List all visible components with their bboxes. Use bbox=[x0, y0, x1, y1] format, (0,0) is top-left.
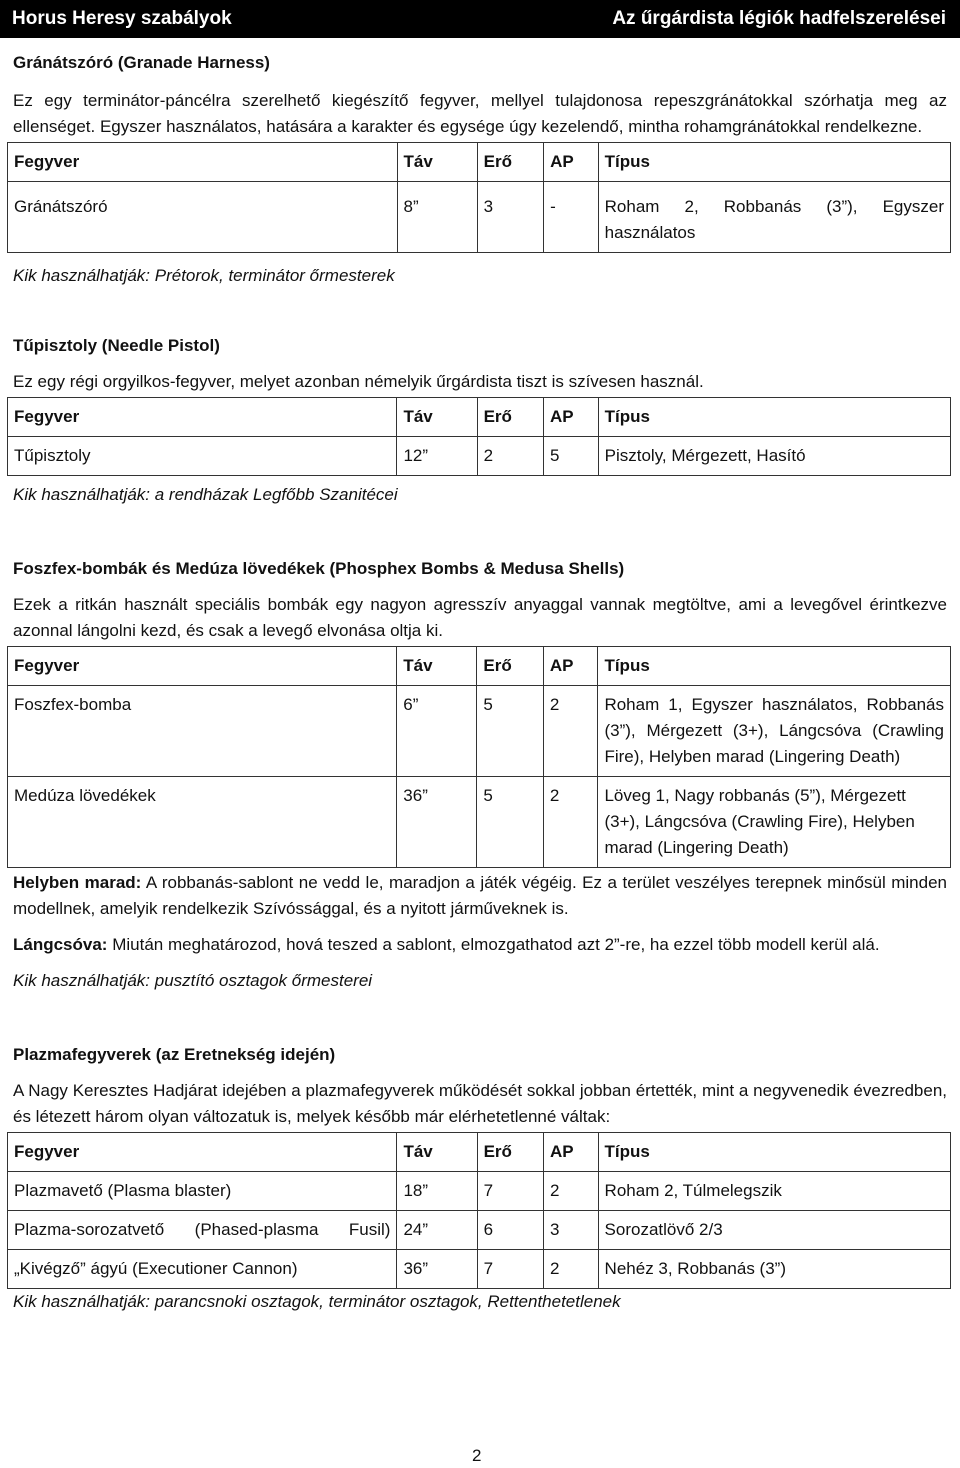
cell-strength: 6 bbox=[477, 1211, 543, 1250]
table-row bbox=[8, 1250, 951, 1289]
col-ap: AP bbox=[543, 647, 598, 686]
cell-strength: 3 bbox=[477, 182, 543, 253]
col-weapon: Fegyver bbox=[8, 398, 397, 437]
cell-ap: 2 bbox=[543, 1250, 598, 1289]
weapon-table bbox=[7, 397, 951, 476]
table-row bbox=[8, 1172, 951, 1211]
table-header-row bbox=[8, 1133, 951, 1172]
section-users: Kik használhatják: pusztító osztagok őrmesterei bbox=[13, 971, 373, 990]
page-header bbox=[0, 0, 960, 38]
cell-type: Roham 2, Túlmelegszik bbox=[598, 1172, 950, 1211]
cell-weapon: Tűpisztoly bbox=[8, 437, 397, 476]
col-weapon: Fegyver bbox=[8, 647, 397, 686]
header-title-right: Az űrgárdista légiók hadfelszerelései bbox=[612, 8, 946, 29]
col-ap: AP bbox=[544, 143, 599, 182]
weapon-table bbox=[7, 142, 951, 253]
section-plasma-weapons bbox=[13, 1042, 947, 1315]
section-description: A Nagy Keresztes Hadjárat idejében a plazmafegyverek működését sokkal jobban értették, mint a negyvenedik évezredben, és létezett három olyan változatuk is, melyek később már elérhetetlenné váltak: bbox=[13, 1081, 947, 1126]
cell-weapon: Plazmavető (Plasma blaster) bbox=[8, 1172, 397, 1211]
table-row bbox=[8, 777, 951, 868]
cell-range: 24” bbox=[397, 1211, 477, 1250]
cell-ap: 5 bbox=[544, 437, 599, 476]
table-row bbox=[8, 182, 951, 253]
cell-range: 8” bbox=[397, 182, 477, 253]
section-users: Kik használhatják: a rendházak Legfőbb Szanitécei bbox=[13, 485, 398, 504]
cell-strength: 5 bbox=[477, 777, 543, 868]
col-ap: AP bbox=[543, 1133, 598, 1172]
col-range: Táv bbox=[397, 398, 477, 437]
col-range: Táv bbox=[397, 647, 477, 686]
section-phosphex-medusa bbox=[13, 556, 947, 994]
cell-strength: 7 bbox=[477, 1172, 543, 1211]
cell-ap: - bbox=[544, 182, 599, 253]
section-title: Tűpisztoly (Needle Pistol) bbox=[13, 336, 220, 355]
cell-type: Sorozatlövő 2/3 bbox=[598, 1211, 950, 1250]
cell-ap: 2 bbox=[543, 1172, 598, 1211]
col-strength: Erő bbox=[477, 398, 543, 437]
section-title: Plazmafegyverek (az Eretnekség idején) bbox=[13, 1045, 336, 1064]
cell-strength: 2 bbox=[477, 437, 543, 476]
cell-weapon: Foszfex-bomba bbox=[8, 686, 397, 777]
col-weapon: Fegyver bbox=[8, 143, 398, 182]
section-description: Ez egy régi orgyilkos-fegyver, melyet azonban némelyik űrgárdista tiszt is szívesen használ. bbox=[13, 372, 704, 391]
table-header-row bbox=[8, 143, 951, 182]
section-description: Ez egy terminátor-páncélra szerelhető kiegészítő fegyver, mellyel tulajdonosa repeszgránátokkal szórhatja meg az ellenséget. Egyszer használatos, hatására a karakter és egysége úgy kezelendő, mintha rohamgránátokkal rendelkezne. bbox=[13, 91, 947, 136]
note-text: Miután meghatározod, hová teszed a sablont, elmozgathatod azt 2”-re, ha ezzel több modell kerül alá. bbox=[107, 935, 880, 954]
section-grenade-harness bbox=[13, 50, 947, 289]
col-strength: Erő bbox=[477, 647, 543, 686]
page-number: 2 bbox=[472, 1446, 482, 1465]
col-type: Típus bbox=[598, 1133, 950, 1172]
col-weapon: Fegyver bbox=[8, 1133, 397, 1172]
cell-type: Löveg 1, Nagy robbanás (5”), Mérgezett (3+), Lángcsóva (Crawling Fire), Helyben marad (Lingering Death) bbox=[598, 777, 951, 868]
section-users: Kik használhatják: parancsnoki osztagok, terminátor osztagok, Rettenthetetlenek bbox=[13, 1292, 621, 1311]
col-strength: Erő bbox=[477, 1133, 543, 1172]
header-title-left: Horus Heresy szabályok bbox=[12, 8, 232, 29]
cell-ap: 2 bbox=[543, 777, 598, 868]
section-users: Kik használhatják: Prétorok, terminátor őrmesterek bbox=[13, 266, 395, 285]
cell-range: 18” bbox=[397, 1172, 477, 1211]
table-row bbox=[8, 437, 951, 476]
table-header-row bbox=[8, 647, 951, 686]
cell-type: Roham 1, Egyszer használatos, Robbanás (3”), Mérgezett (3+), Lángcsóva (Crawling Fire), Helyben marad (Lingering Death) bbox=[598, 686, 951, 777]
section-description: Ezek a ritkán használt speciális bombák egy nagyon agresszív anyaggal vannak megtöltve, ami a levegővel érintkezve azonnal lángolni kezd, és csak a levegő elvonása oltja ki. bbox=[13, 595, 947, 640]
weapon-table bbox=[7, 646, 951, 868]
note-label: Helyben marad: bbox=[13, 873, 142, 892]
col-ap: AP bbox=[544, 398, 599, 437]
col-type: Típus bbox=[598, 647, 951, 686]
cell-ap: 3 bbox=[543, 1211, 598, 1250]
cell-ap: 2 bbox=[543, 686, 598, 777]
col-range: Táv bbox=[397, 143, 477, 182]
document-content bbox=[13, 38, 947, 1315]
cell-weapon: Gránátszóró bbox=[8, 182, 398, 253]
table-row bbox=[8, 686, 951, 777]
cell-weapon: „Kivégző” ágyú (Executioner Cannon) bbox=[8, 1250, 397, 1289]
cell-range: 36” bbox=[397, 777, 477, 868]
note-text: A robbanás-sablont ne vedd le, maradjon a játék végéig. Ez a terület veszélyes terepnek minősül minden modellnek, amelyik rendelkezik Szívóssággal, és a nyitott járműveknek is. bbox=[13, 873, 947, 918]
note-label: Lángcsóva: bbox=[13, 935, 108, 954]
table-row bbox=[8, 1211, 951, 1250]
section-title: Foszfex-bombák és Medúza lövedékek (Phosphex Bombs & Medusa Shells) bbox=[13, 559, 625, 578]
cell-strength: 5 bbox=[477, 686, 543, 777]
cell-range: 12” bbox=[397, 437, 477, 476]
table-header-row bbox=[8, 398, 951, 437]
note-lingering-death bbox=[13, 870, 947, 922]
cell-range: 6” bbox=[397, 686, 477, 777]
cell-type: Pisztoly, Mérgezett, Hasító bbox=[598, 437, 950, 476]
col-type: Típus bbox=[598, 398, 950, 437]
weapon-table bbox=[7, 1132, 951, 1289]
cell-strength: 7 bbox=[477, 1250, 543, 1289]
col-strength: Erő bbox=[477, 143, 543, 182]
cell-range: 36” bbox=[397, 1250, 477, 1289]
cell-type: Roham 2, Robbanás (3”), Egyszer használatos bbox=[598, 182, 950, 253]
cell-weapon: Medúza lövedékek bbox=[8, 777, 397, 868]
section-needle-pistol bbox=[13, 333, 947, 508]
section-title: Gránátszóró (Granade Harness) bbox=[13, 53, 270, 72]
cell-weapon: Plazma-sorozatvető (Phased-plasma Fusil) bbox=[8, 1211, 397, 1250]
col-range: Táv bbox=[397, 1133, 477, 1172]
col-type: Típus bbox=[598, 143, 950, 182]
cell-type: Nehéz 3, Robbanás (3”) bbox=[598, 1250, 950, 1289]
note-crawling-fire bbox=[13, 932, 947, 958]
